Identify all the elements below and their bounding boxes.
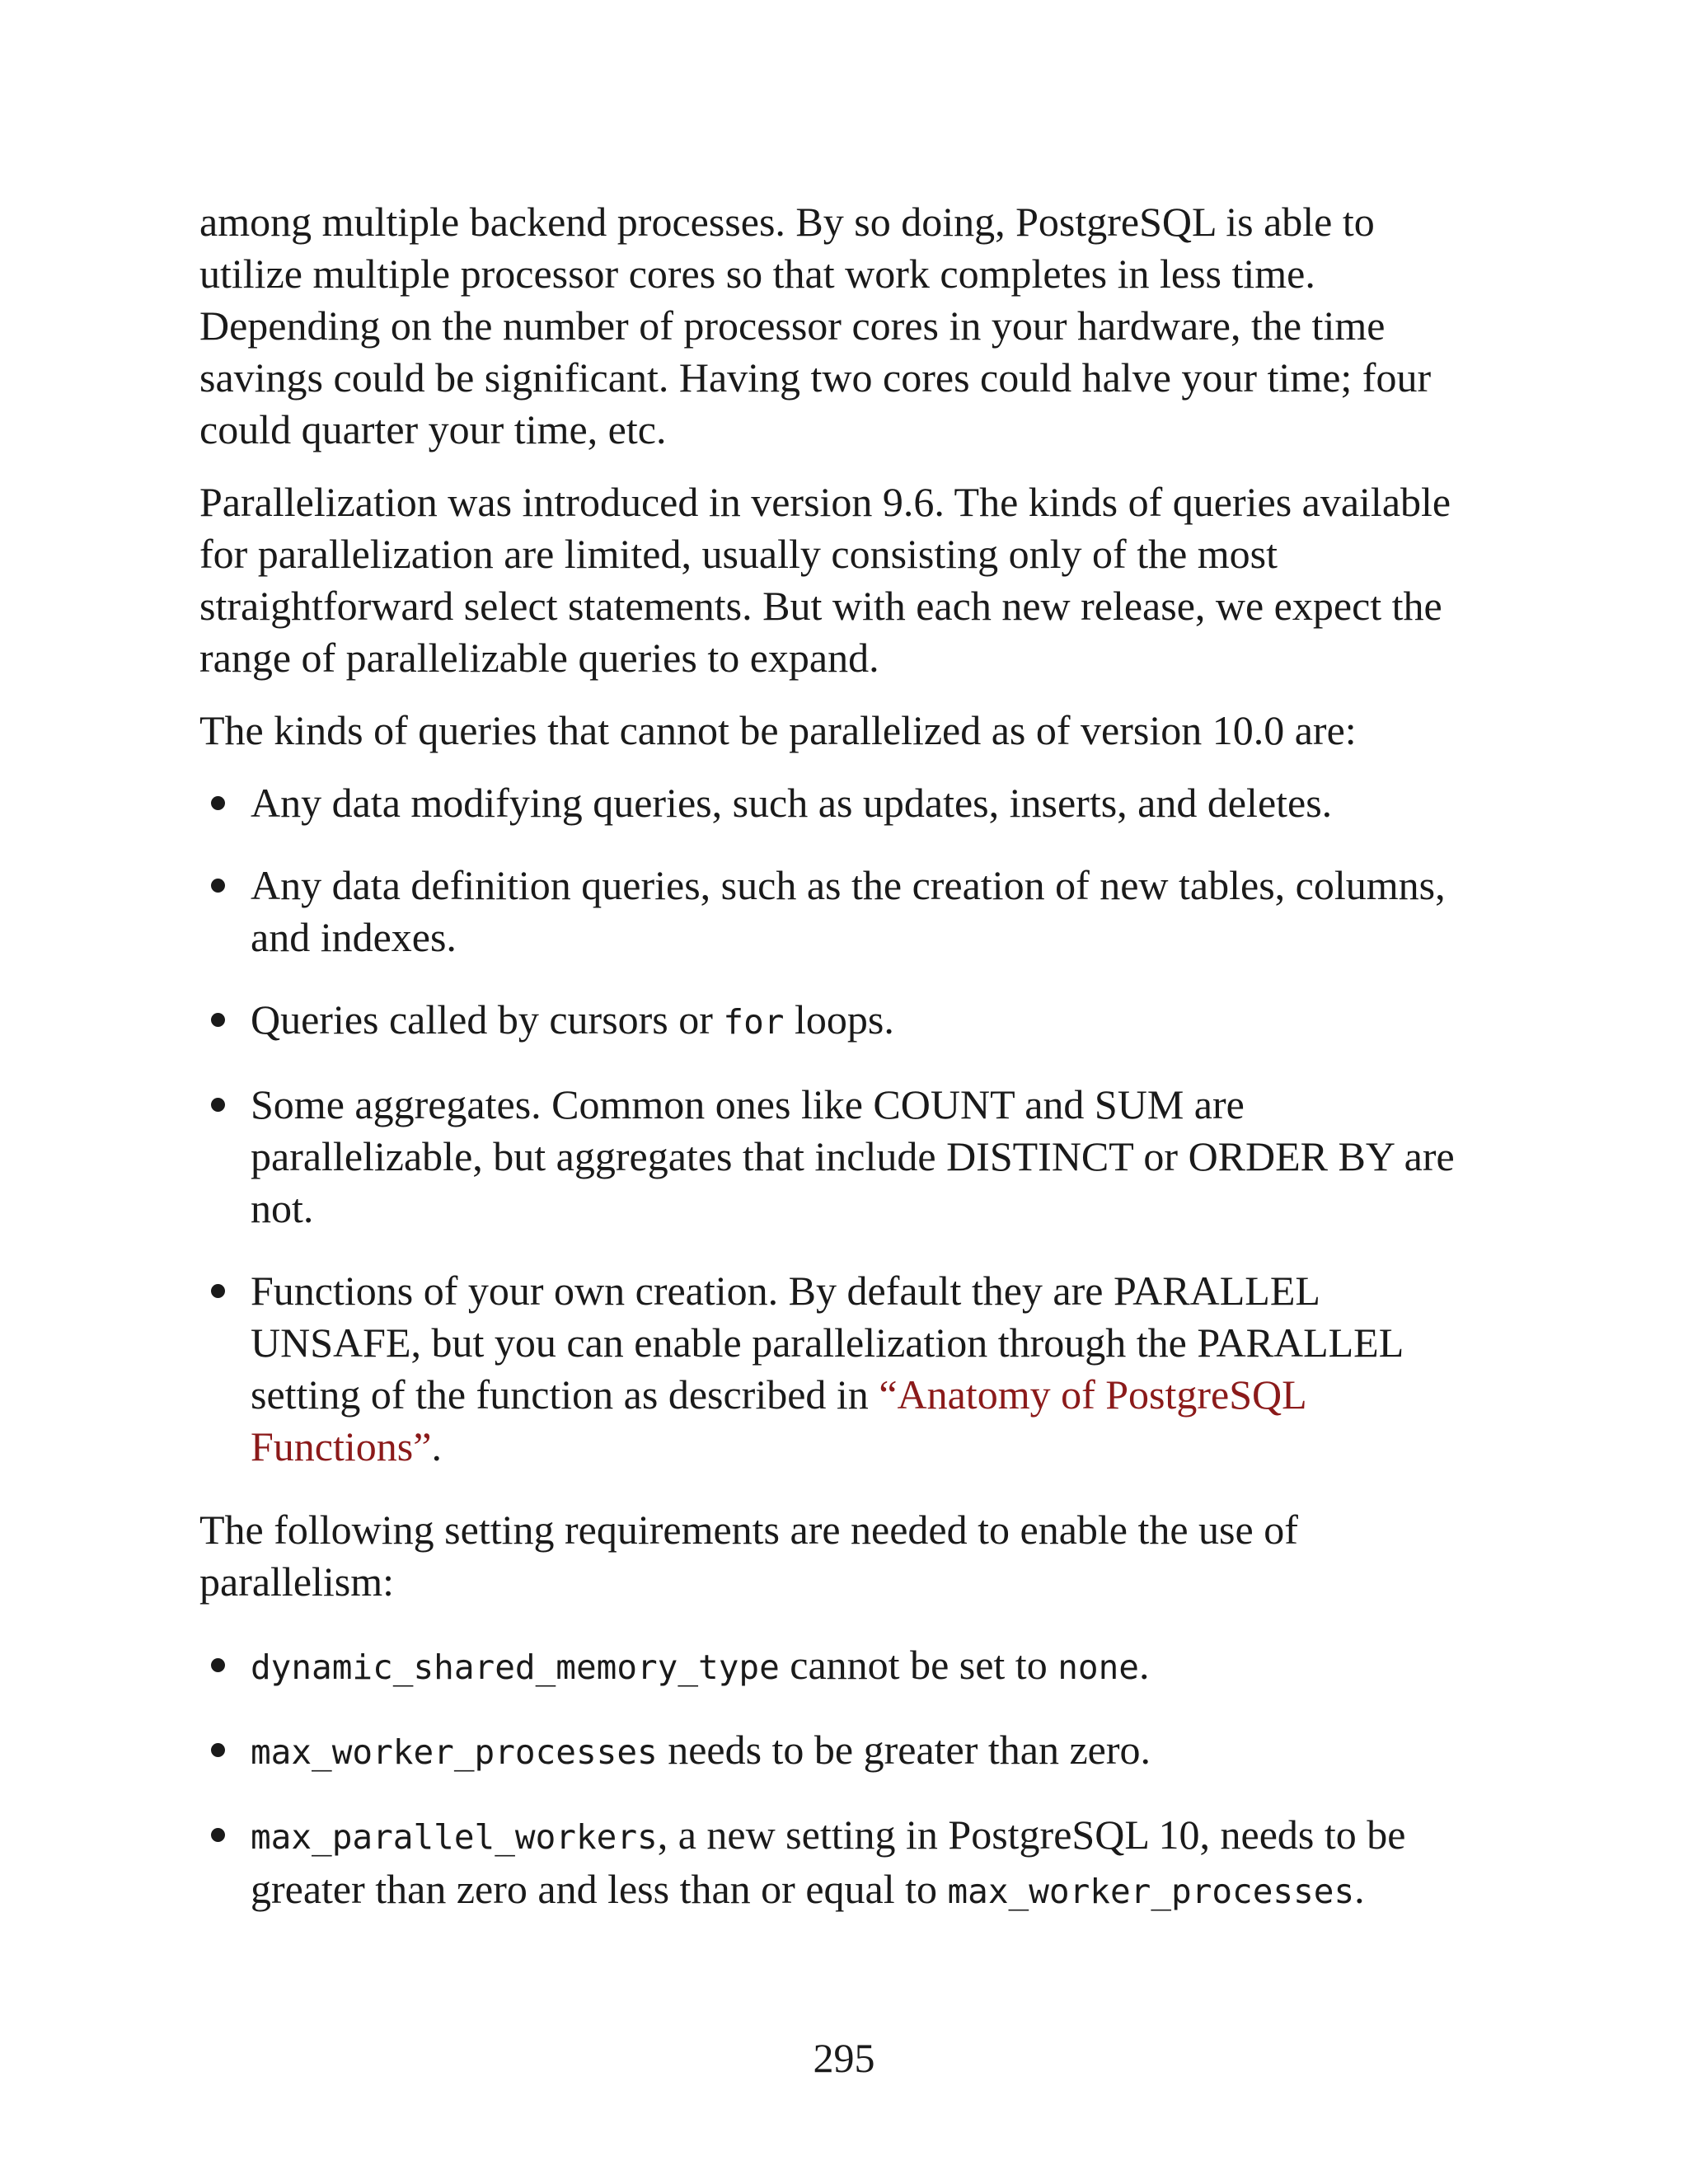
list-item-text: Queries called by cursors or [251,996,724,1043]
paragraph-parallelization: Parallelization was introduced in version 9.6. The kinds of queries available for parallelization are limited, usually consisting only of the most straightforward select statements. But with each new release, we expect the range of parallelizable queries to expand. [199,479,1451,681]
list-item [199,860,1485,963]
list-item-text: Any data modifying queries, such as updates, inserts, and deletes. [251,780,1333,826]
bullet-icon [211,796,225,810]
bullet-icon [211,1743,225,1757]
paragraph-cannot-parallelize: The kinds of queries that cannot be parallelized as of version 10.0 are: [199,707,1357,753]
inline-code: max_parallel_workers [251,1817,658,1857]
bullet-icon [211,1098,225,1112]
list-item [199,1809,1485,1918]
list-item [199,994,1485,1048]
page-number: 295 [813,2035,875,2081]
bullet-icon [211,879,225,893]
paragraph-setting-requirements: The following setting requirements are needed to enable the use of parallelism: [199,1507,1298,1605]
paragraph-intro: among multiple backend processes. By so doing, PostgreSQL is able to utilize multiple processor cores so that work completes in less time. Depending on the number of processor cores in your hardware, the time savings could be significant. Having two cores could halve your time; four could quarter your time, etc. [199,199,1432,452]
list-item-text: . [1354,1866,1365,1912]
list-item [199,1724,1485,1779]
list-item-text: Some aggregates. Common ones like COUNT and SUM are parallelizable, but aggregates that include DISTINCT or ORDER BY are not. [251,1081,1455,1231]
list-non-parallel-queries [199,777,1485,1473]
inline-code: for [723,1002,785,1042]
list-item-text: cannot be set to [779,1642,1058,1688]
list-item-text: , a new setting in PostgreSQL 10, needs to be greater than zero and less than or equal to [251,1811,1406,1912]
list-setting-requirements [199,1639,1485,1918]
list-item [199,1079,1485,1235]
bullet-icon [211,1658,225,1672]
list-item-text: loops. [784,996,894,1043]
inline-code: none [1057,1647,1139,1687]
bullet-icon [211,1013,225,1027]
list-item-text: needs to be greater than zero. [657,1727,1151,1773]
list-item-text: . [1138,1642,1150,1688]
list-item-text: . [431,1423,442,1469]
inline-code: max_worker_processes [947,1872,1355,1911]
inline-code: max_worker_processes [251,1732,658,1772]
inline-code: dynamic_shared_memory_type [251,1647,780,1687]
list-item [199,1639,1485,1694]
anatomy-of-functions-link[interactable]: “Anatomy of PostgreSQL Functions” [251,1371,1306,1469]
bullet-icon [211,1828,225,1842]
list-item-text: Any data definition queries, such as the creation of new tables, columns, and indexes. [251,862,1446,960]
list-item [199,777,1485,829]
page-body [199,196,1485,1949]
list-item [199,1265,1485,1473]
bullet-icon [211,1284,225,1298]
list-item-text: Functions of your own creation. By default they are PARALLEL UNSAFE, but you can enable parallelization through the PARALLEL setting of the function as described in [251,1268,1403,1418]
